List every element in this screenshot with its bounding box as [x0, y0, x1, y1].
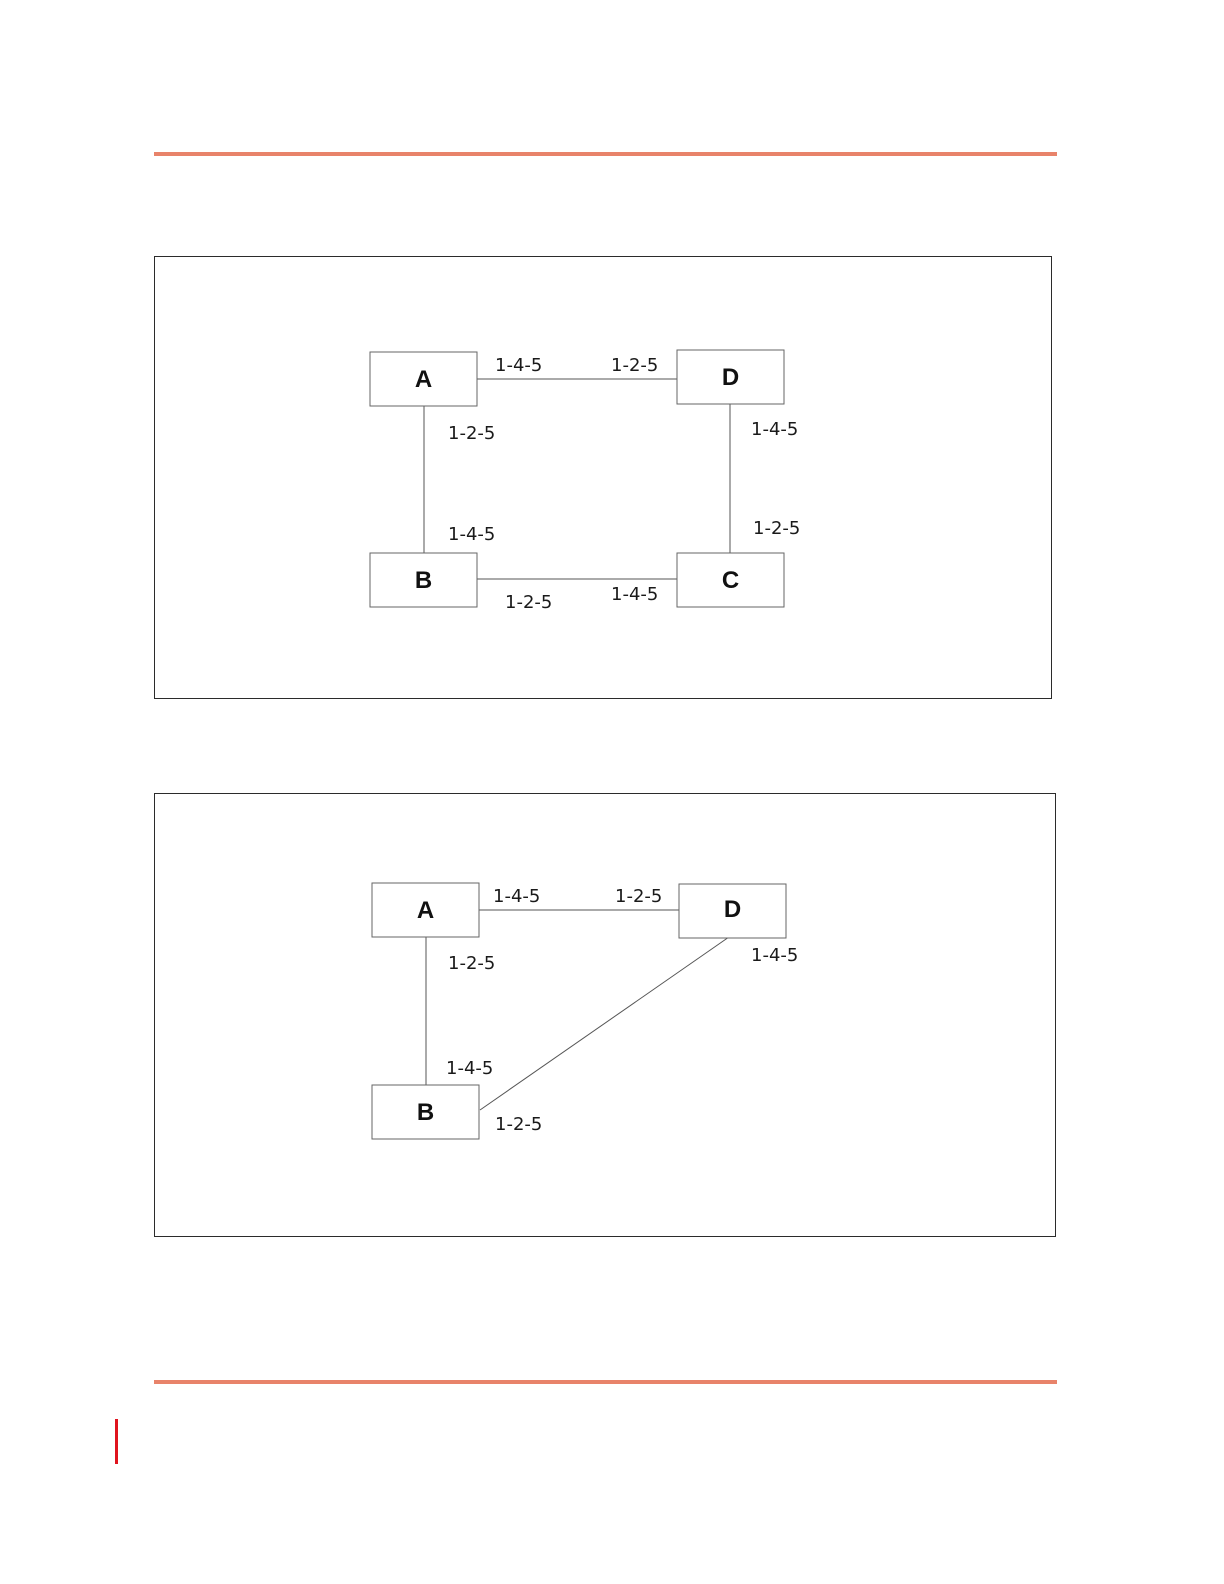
port-label-a-d-at-d: 1-2-5	[615, 886, 663, 907]
node-d-label: D	[721, 364, 740, 391]
port-label-a-b-at-a: 1-2-5	[448, 423, 496, 444]
port-label-b-c-at-c: 1-4-5	[611, 584, 659, 605]
port-label-a-d-at-d: 1-2-5	[611, 355, 659, 376]
triangle-topology-diagram	[155, 794, 1055, 1236]
link-d-b	[480, 937, 729, 1110]
node-b-label: B	[416, 1099, 435, 1126]
port-label-a-d-at-a: 1-4-5	[495, 355, 543, 376]
node-a-label: A	[416, 897, 435, 924]
node-b	[370, 553, 477, 607]
node-a-label: A	[414, 366, 433, 393]
port-label-a-d-at-a: 1-4-5	[493, 886, 541, 907]
node-c	[677, 553, 784, 607]
ring-topology-diagram	[155, 257, 1051, 698]
node-d	[677, 350, 784, 404]
node-b-label: B	[414, 567, 433, 594]
diagram-frame-triangle	[154, 793, 1056, 1237]
header-rule	[154, 152, 1057, 156]
port-label-d-c-at-c: 1-2-5	[753, 518, 801, 539]
port-label-a-b-at-b: 1-4-5	[446, 1058, 494, 1079]
node-c-label: C	[721, 567, 740, 594]
port-label-b-c-at-b: 1-2-5	[505, 592, 553, 613]
footer-rule	[154, 1380, 1057, 1384]
diagram-frame-ring	[154, 256, 1052, 699]
node-d-label: D	[723, 896, 742, 923]
port-label-d-c-at-d: 1-4-5	[751, 419, 799, 440]
margin-marker	[115, 1419, 118, 1464]
node-a	[370, 352, 477, 406]
port-label-a-b-at-a: 1-2-5	[448, 953, 496, 974]
port-label-a-b-at-b: 1-4-5	[448, 524, 496, 545]
node-d	[679, 884, 786, 938]
node-a	[372, 883, 479, 937]
port-label-d-b-at-d: 1-4-5	[751, 945, 799, 966]
port-label-d-b-at-b: 1-2-5	[495, 1114, 543, 1135]
node-b	[372, 1085, 479, 1139]
